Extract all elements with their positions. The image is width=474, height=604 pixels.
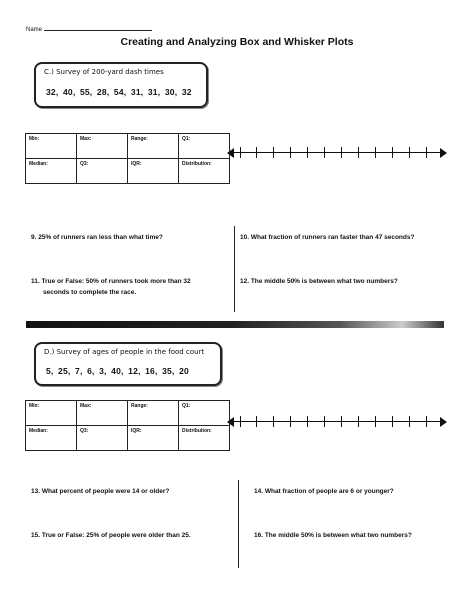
question-10: 10. What fraction of runners ran faster than 47 seconds? [240, 234, 415, 241]
question-16: 16. The middle 50% is between what two numbers? [254, 532, 412, 539]
distribution-cell: Distribution: [179, 159, 230, 184]
tick-mark [409, 147, 410, 158]
question-9: 9. 25% of runners ran less than what time? [31, 234, 163, 241]
name-field [26, 24, 152, 33]
q3-cell: Q3: [77, 159, 128, 184]
max-cell: Max: [77, 134, 128, 159]
column-divider-d [238, 480, 239, 568]
survey-title-c: C.) Survey of 200-yard dash times [44, 68, 164, 76]
median-cell: Median: [26, 426, 77, 451]
name-blank [44, 24, 152, 31]
tick-mark [240, 147, 241, 158]
q1-cell: Q1: [179, 401, 230, 426]
median-cell: Median: [26, 159, 77, 184]
arrow-left-icon [227, 148, 234, 158]
tick-mark [358, 147, 359, 158]
question-12: 12. The middle 50% is between what two numbers? [240, 278, 398, 285]
tick-mark [324, 147, 325, 158]
survey-box-d [34, 342, 222, 386]
stats-table-d [25, 400, 230, 451]
question-13: 13. What percent of people were 14 or older? [31, 488, 170, 495]
tick-mark [341, 416, 342, 427]
column-divider-c [234, 226, 235, 312]
tick-mark [392, 147, 393, 158]
tick-mark [375, 416, 376, 427]
arrow-left-icon [227, 417, 234, 427]
question-11-line2: seconds to complete the race. [43, 289, 137, 296]
arrow-right-icon [440, 148, 447, 158]
number-line-d [227, 413, 447, 431]
tick-mark [290, 147, 291, 158]
number-line-c [227, 144, 447, 162]
tick-mark [290, 416, 291, 427]
tick-mark [341, 147, 342, 158]
question-15: 15. True or False: 25% of people were older than 25. [31, 532, 191, 539]
tick-mark [409, 416, 410, 427]
tick-mark [273, 147, 274, 158]
name-label: Name [26, 27, 43, 33]
tick-mark [426, 147, 427, 158]
arrow-right-icon [440, 417, 447, 427]
tick-mark [392, 416, 393, 427]
range-cell: Range: [128, 401, 179, 426]
min-cell: Min: [26, 134, 77, 159]
survey-values-d: 5, 25, 7, 6, 3, 40, 12, 16, 35, 20 [46, 366, 189, 376]
min-cell: Min: [26, 401, 77, 426]
tick-mark [324, 416, 325, 427]
range-cell: Range: [128, 134, 179, 159]
q3-cell: Q3: [77, 426, 128, 451]
tick-mark [307, 147, 308, 158]
tick-mark [358, 416, 359, 427]
tick-mark [375, 147, 376, 158]
tick-mark [256, 147, 257, 158]
q1-cell: Q1: [179, 134, 230, 159]
iqr-cell: IQR: [128, 159, 179, 184]
stats-table-c [25, 133, 230, 184]
survey-box-c [34, 62, 208, 108]
section-divider [26, 321, 444, 328]
max-cell: Max: [77, 401, 128, 426]
iqr-cell: IQR: [128, 426, 179, 451]
survey-values-c: 32, 40, 55, 28, 54, 31, 31, 30, 32 [46, 87, 192, 97]
tick-mark [273, 416, 274, 427]
tick-mark [426, 416, 427, 427]
question-11-line1: 11. True or False: 50% of runners took more than 32 [31, 278, 191, 285]
survey-title-d: D.) Survey of ages of people in the food court [44, 348, 205, 356]
tick-mark [256, 416, 257, 427]
question-14: 14. What fraction of people are 6 or younger? [254, 488, 394, 495]
question-11 [31, 276, 191, 298]
tick-mark [240, 416, 241, 427]
distribution-cell: Distribution: [179, 426, 230, 451]
tick-mark [307, 416, 308, 427]
page-title: Creating and Analyzing Box and Whisker Plots [120, 36, 354, 48]
